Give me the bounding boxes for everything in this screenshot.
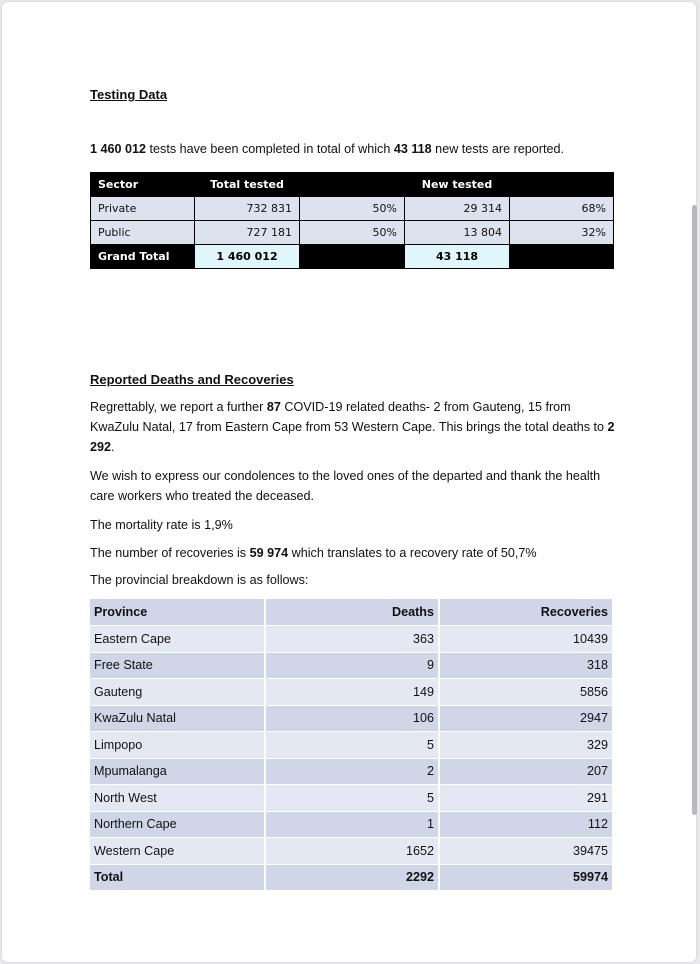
condolences-paragraph: We wish to express our condolences to the loved ones of the departed and thank the health care workers who treated the deceased. bbox=[90, 469, 601, 503]
province-cell: KwaZulu Natal bbox=[90, 705, 265, 732]
tests-total: 1 460 012 bbox=[90, 142, 147, 156]
deaths-cell: 1652 bbox=[265, 838, 439, 865]
total-deaths-cell: 2292 bbox=[265, 864, 439, 891]
provincial-total-row bbox=[90, 864, 612, 891]
table-row bbox=[91, 197, 614, 221]
sector-cell: Private bbox=[91, 197, 195, 221]
grand-total-blank-2 bbox=[510, 245, 614, 269]
table-row bbox=[90, 652, 612, 679]
table-row bbox=[90, 732, 612, 759]
recoveries-cell: 112 bbox=[439, 811, 612, 838]
testing-table bbox=[90, 172, 614, 269]
mortality-rate: The mortality rate is 1,9% bbox=[90, 518, 233, 532]
grand-total-blank-1 bbox=[300, 245, 405, 269]
recoveries-cell: 2947 bbox=[439, 705, 612, 732]
new-tests: 43 118 bbox=[393, 142, 432, 156]
province-cell: North West bbox=[90, 785, 265, 812]
deaths-p1-e: . bbox=[111, 440, 115, 454]
new-tested-cell: 29 314 bbox=[405, 197, 510, 221]
new-deaths: 87 bbox=[266, 400, 281, 414]
document-page bbox=[2, 2, 696, 962]
grand-total-label: Grand Total bbox=[91, 245, 195, 269]
deaths-cell: 5 bbox=[265, 785, 439, 812]
table-row bbox=[90, 705, 612, 732]
provincial-header-row bbox=[90, 599, 612, 626]
deaths-cell: 149 bbox=[265, 679, 439, 706]
recoveries-cell: 207 bbox=[439, 758, 612, 785]
table-row bbox=[90, 811, 612, 838]
recoveries-p4-c: which translates to a recovery rate of 50,7% bbox=[288, 546, 537, 560]
table-row bbox=[90, 679, 612, 706]
recoveries-paragraph bbox=[90, 543, 618, 563]
deaths-p1-c: COVID-19 related deaths- 2 from Gauteng, 15 from KwaZulu Natal, 17 from Eastern Cape from 53 Western Cape. This brings the total deaths to bbox=[90, 400, 608, 434]
deaths-cell: 9 bbox=[265, 652, 439, 679]
total-tested-cell: 732 831 bbox=[195, 197, 300, 221]
province-cell: Northern Cape bbox=[90, 811, 265, 838]
table-row bbox=[90, 758, 612, 785]
recoveries-cell: 39475 bbox=[439, 838, 612, 865]
testing-intro-text1: tests have been completed in total of which bbox=[146, 142, 394, 156]
total-recoveries: 59 974 bbox=[249, 546, 289, 560]
recoveries-cell: 318 bbox=[439, 652, 612, 679]
table-row bbox=[90, 785, 612, 812]
province-cell: Limpopo bbox=[90, 732, 265, 759]
province-cell: Mpumalanga bbox=[90, 758, 265, 785]
recoveries-cell: 10439 bbox=[439, 626, 612, 653]
header-blank-2 bbox=[510, 173, 614, 197]
testing-header-row bbox=[91, 173, 614, 197]
provincial-table bbox=[90, 599, 612, 891]
vertical-scrollbar[interactable] bbox=[692, 205, 697, 815]
header-recoveries: Recoveries bbox=[439, 599, 612, 626]
new-tested-cell: 13 804 bbox=[405, 221, 510, 245]
testing-heading: Testing Data bbox=[90, 87, 168, 102]
recoveries-cell: 329 bbox=[439, 732, 612, 759]
grand-total-tested: 1 460 012 bbox=[195, 245, 300, 269]
total-pct-cell: 50% bbox=[300, 221, 405, 245]
total-recoveries-cell: 59974 bbox=[439, 864, 612, 891]
recoveries-cell: 291 bbox=[439, 785, 612, 812]
province-cell: Western Cape bbox=[90, 838, 265, 865]
testing-intro-text2: new tests are reported. bbox=[431, 142, 564, 156]
header-blank-1 bbox=[300, 173, 405, 197]
total-tested-cell: 727 181 bbox=[195, 221, 300, 245]
recoveries-cell: 5856 bbox=[439, 679, 612, 706]
deaths-paragraph bbox=[90, 397, 618, 457]
grand-total-new: 43 118 bbox=[405, 245, 510, 269]
grand-total-row bbox=[91, 245, 614, 269]
total-label: Total bbox=[90, 864, 265, 891]
deaths-cell: 106 bbox=[265, 705, 439, 732]
deaths-heading: Reported Deaths and Recoveries bbox=[90, 372, 294, 387]
province-cell: Free State bbox=[90, 652, 265, 679]
deaths-cell: 363 bbox=[265, 626, 439, 653]
table-row bbox=[90, 626, 612, 653]
testing-intro bbox=[90, 139, 650, 159]
new-pct-cell: 68% bbox=[510, 197, 614, 221]
header-total-tested: Total tested bbox=[195, 173, 300, 197]
deaths-cell: 2 bbox=[265, 758, 439, 785]
sector-cell: Public bbox=[91, 221, 195, 245]
header-deaths: Deaths bbox=[265, 599, 439, 626]
header-new-tested: New tested bbox=[405, 173, 510, 197]
table-row bbox=[90, 838, 612, 865]
deaths-cell: 5 bbox=[265, 732, 439, 759]
deaths-cell: 1 bbox=[265, 811, 439, 838]
new-pct-cell: 32% bbox=[510, 221, 614, 245]
total-pct-cell: 50% bbox=[300, 197, 405, 221]
header-province: Province bbox=[90, 599, 265, 626]
table-row bbox=[91, 221, 614, 245]
province-cell: Gauteng bbox=[90, 679, 265, 706]
total-deaths: 2 292 bbox=[90, 420, 615, 454]
header-sector: Sector bbox=[91, 173, 195, 197]
deaths-p1-a: Regrettably, we report a further bbox=[90, 400, 267, 414]
province-cell: Eastern Cape bbox=[90, 626, 265, 653]
breakdown-intro: The provincial breakdown is as follows: bbox=[90, 573, 309, 587]
recoveries-p4-a: The number of recoveries is bbox=[90, 546, 250, 560]
